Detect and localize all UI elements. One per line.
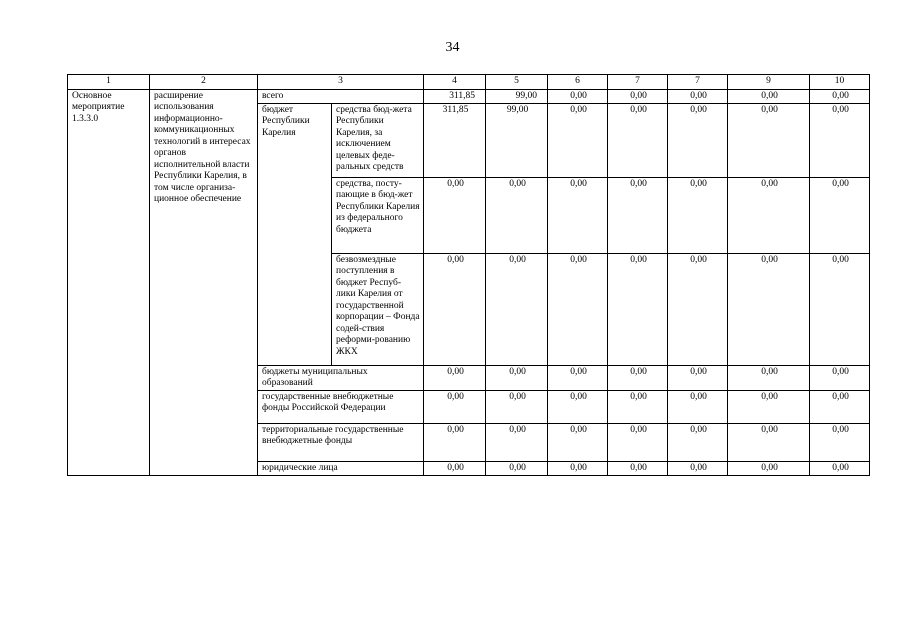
value-cell: 0,00 bbox=[728, 177, 810, 253]
value-cell: 0,00 bbox=[424, 390, 486, 423]
value-cell: 0,00 bbox=[668, 461, 728, 475]
header-cell: 7 bbox=[608, 75, 668, 90]
value-cell: 0,00 bbox=[548, 461, 608, 475]
page-number: 34 bbox=[445, 40, 460, 55]
value-cell: 0,00 bbox=[548, 365, 608, 390]
value-cell: 0,00 bbox=[486, 177, 548, 253]
value-cell: 0,00 bbox=[608, 103, 668, 177]
header-cell: 3 bbox=[258, 75, 424, 90]
value-cell: 0,00 bbox=[810, 253, 870, 365]
value-cell: 0,00 bbox=[810, 390, 870, 423]
row-label: безвозмездные поступления в бюджет Респуб-лики Карелия от государственной корпорации – Фонда содей-ствия реформи-рованию ЖКХ bbox=[332, 253, 424, 365]
row-label: средства, посту-пающие в бюд-жет Республики Карелия из федерального бюджета bbox=[332, 177, 424, 253]
value-cell: 0,00 bbox=[810, 177, 870, 253]
value-cell: 0,00 bbox=[728, 253, 810, 365]
value-cell: 0,00 bbox=[810, 365, 870, 390]
value-cell: 0,00 bbox=[810, 103, 870, 177]
header-cell: 2 bbox=[150, 75, 258, 90]
value-cell: 0,00 bbox=[608, 423, 668, 461]
header-cell: 6 bbox=[548, 75, 608, 90]
value-cell: 0,00 bbox=[548, 177, 608, 253]
header-cell: 10 bbox=[810, 75, 870, 90]
value-cell: 0,00 bbox=[668, 253, 728, 365]
value-cell: 0,00 bbox=[608, 177, 668, 253]
value-cell: 0,00 bbox=[548, 103, 608, 177]
header-cell: 7 bbox=[668, 75, 728, 90]
value-cell: 0,00 bbox=[728, 89, 810, 103]
row-label: бюджеты муниципальных образований bbox=[258, 365, 424, 390]
row-label: юридические лица bbox=[258, 461, 424, 475]
value-cell: 99,00 bbox=[486, 103, 548, 177]
value-cell: 0,00 bbox=[608, 461, 668, 475]
value-cell: 0,00 bbox=[486, 423, 548, 461]
value-cell: 0,00 bbox=[424, 423, 486, 461]
header-cell: 1 bbox=[68, 75, 150, 90]
value-cell: 0,00 bbox=[810, 423, 870, 461]
value-cell: 311,85 bbox=[424, 89, 486, 103]
header-cell: 5 bbox=[486, 75, 548, 90]
activity-cell: Основное мероприятие 1.3.3.0 bbox=[68, 89, 150, 475]
header-cell: 9 bbox=[728, 75, 810, 90]
value-cell: 0,00 bbox=[424, 461, 486, 475]
value-cell: 0,00 bbox=[548, 253, 608, 365]
value-cell: 0,00 bbox=[810, 89, 870, 103]
value-cell: 0,00 bbox=[728, 103, 810, 177]
row-label: средства бюд-жета Республики Карелия, за исключением целевых феде-ральных средств bbox=[332, 103, 424, 177]
value-cell: 0,00 bbox=[548, 89, 608, 103]
value-cell: 0,00 bbox=[668, 365, 728, 390]
value-cell: 0,00 bbox=[486, 365, 548, 390]
value-cell: 0,00 bbox=[424, 365, 486, 390]
value-cell: 0,00 bbox=[728, 390, 810, 423]
value-cell: 0,00 bbox=[668, 103, 728, 177]
value-cell: 0,00 bbox=[608, 390, 668, 423]
value-cell: 0,00 bbox=[486, 461, 548, 475]
value-cell: 0,00 bbox=[424, 253, 486, 365]
row-label: территориальные государственные внебюджетные фонды bbox=[258, 423, 424, 461]
value-cell: 0,00 bbox=[608, 365, 668, 390]
value-cell: 0,00 bbox=[548, 390, 608, 423]
value-cell: 311,85 bbox=[424, 103, 486, 177]
value-cell: 0,00 bbox=[668, 177, 728, 253]
value-cell: 0,00 bbox=[486, 253, 548, 365]
funding-table bbox=[67, 74, 870, 476]
header-row bbox=[68, 75, 870, 90]
value-cell: 0,00 bbox=[728, 365, 810, 390]
value-cell: 0,00 bbox=[424, 177, 486, 253]
value-cell: 0,00 bbox=[728, 423, 810, 461]
value-cell: 0,00 bbox=[608, 89, 668, 103]
value-cell: 0,00 bbox=[668, 390, 728, 423]
value-cell: 0,00 bbox=[728, 461, 810, 475]
value-cell: 0,00 bbox=[668, 89, 728, 103]
value-cell: 0,00 bbox=[548, 423, 608, 461]
table-row bbox=[68, 89, 870, 103]
description-cell: расширение использования информационно-коммуникационных технологий в интересах органов исполнительной власти Республики Карелия, в том числе организа-ционное обеспечение bbox=[150, 89, 258, 475]
value-cell: 0,00 bbox=[810, 461, 870, 475]
budget-rk-cell: бюджет Республики Карелия bbox=[258, 103, 332, 365]
row-label: государственные внебюджетные фонды Российской Федерации bbox=[258, 390, 424, 423]
row-label: всего bbox=[258, 89, 424, 103]
header-cell: 4 bbox=[424, 75, 486, 90]
value-cell: 0,00 bbox=[668, 423, 728, 461]
value-cell: 0,00 bbox=[608, 253, 668, 365]
value-cell: 0,00 bbox=[486, 390, 548, 423]
value-cell: 99,00 bbox=[486, 89, 548, 103]
